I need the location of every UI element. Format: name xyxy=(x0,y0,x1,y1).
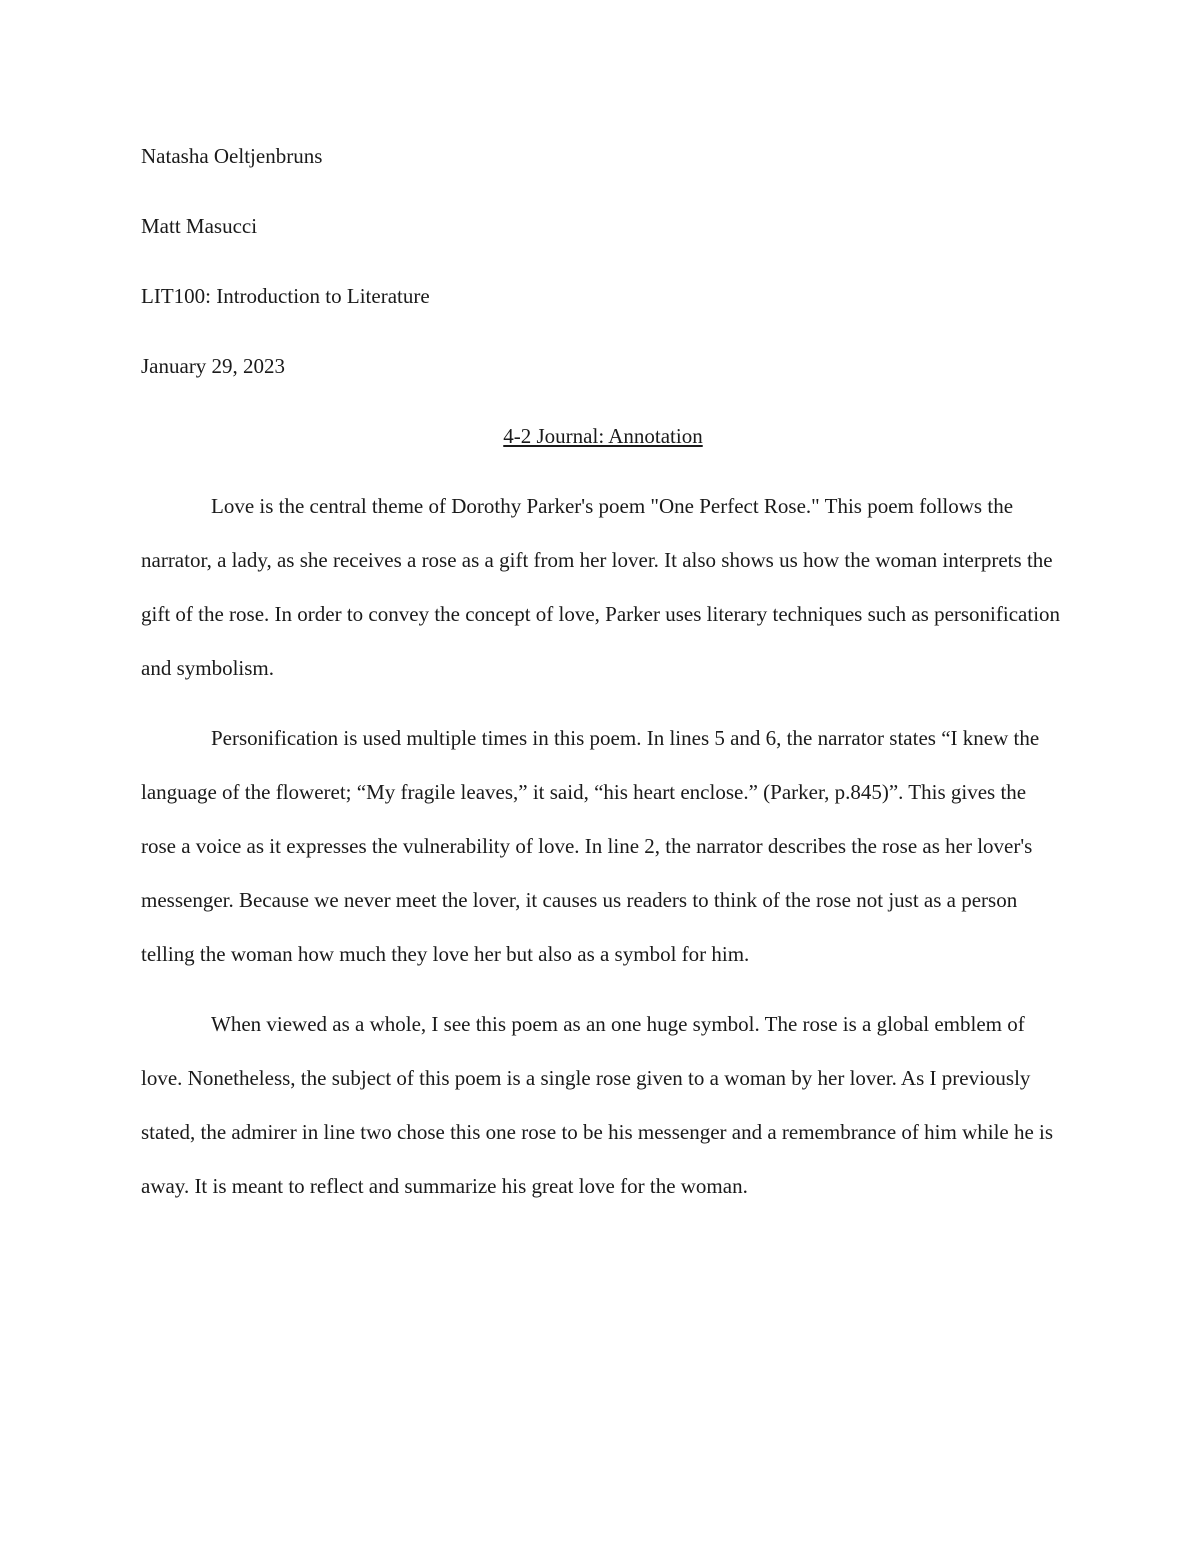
body-paragraph: When viewed as a whole, I see this poem as an one huge symbol. The rose is a global emblem of love. Nonetheless, the subject of this poem is a single rose given to a woman by her lover. As I previously stated, the admirer in line two chose this one rose to be his messenger and a remembrance of him while he is away. It is meant to reflect and summarize his great love for the woman. xyxy=(141,1012,1054,1198)
document-date: January 29, 2023 xyxy=(141,354,286,378)
body-paragraph: Love is the central theme of Dorothy Parker's poem "One Perfect Rose." This poem follows the narrator, a lady, as she receives a rose as a gift from her lover. It also shows us how the woman interprets the gift of the rose. In order to convey the concept of love, Parker uses literary techniques such as personification and symbolism. xyxy=(141,494,1061,680)
student-name: Natasha Oeltjenbruns xyxy=(141,144,323,168)
document-body xyxy=(141,129,1061,1213)
document-title: 4-2 Journal: Annotation xyxy=(503,424,703,448)
instructor-name: Matt Masucci xyxy=(141,214,258,238)
course-name: LIT100: Introduction to Literature xyxy=(141,284,430,308)
body-paragraph: Personification is used multiple times in this poem. In lines 5 and 6, the narrator states “I knew the language of the floweret; “My fragile leaves,” it said, “his heart enclose.” (Parker, p.845)”. This gives the rose a voice as it expresses the vulnerability of love. In line 2, the narrator describes the rose as her lover's messenger. Because we never meet the lover, it causes us readers to think of the rose not just as a person telling the woman how much they love her but also as a symbol for him. xyxy=(141,726,1040,966)
